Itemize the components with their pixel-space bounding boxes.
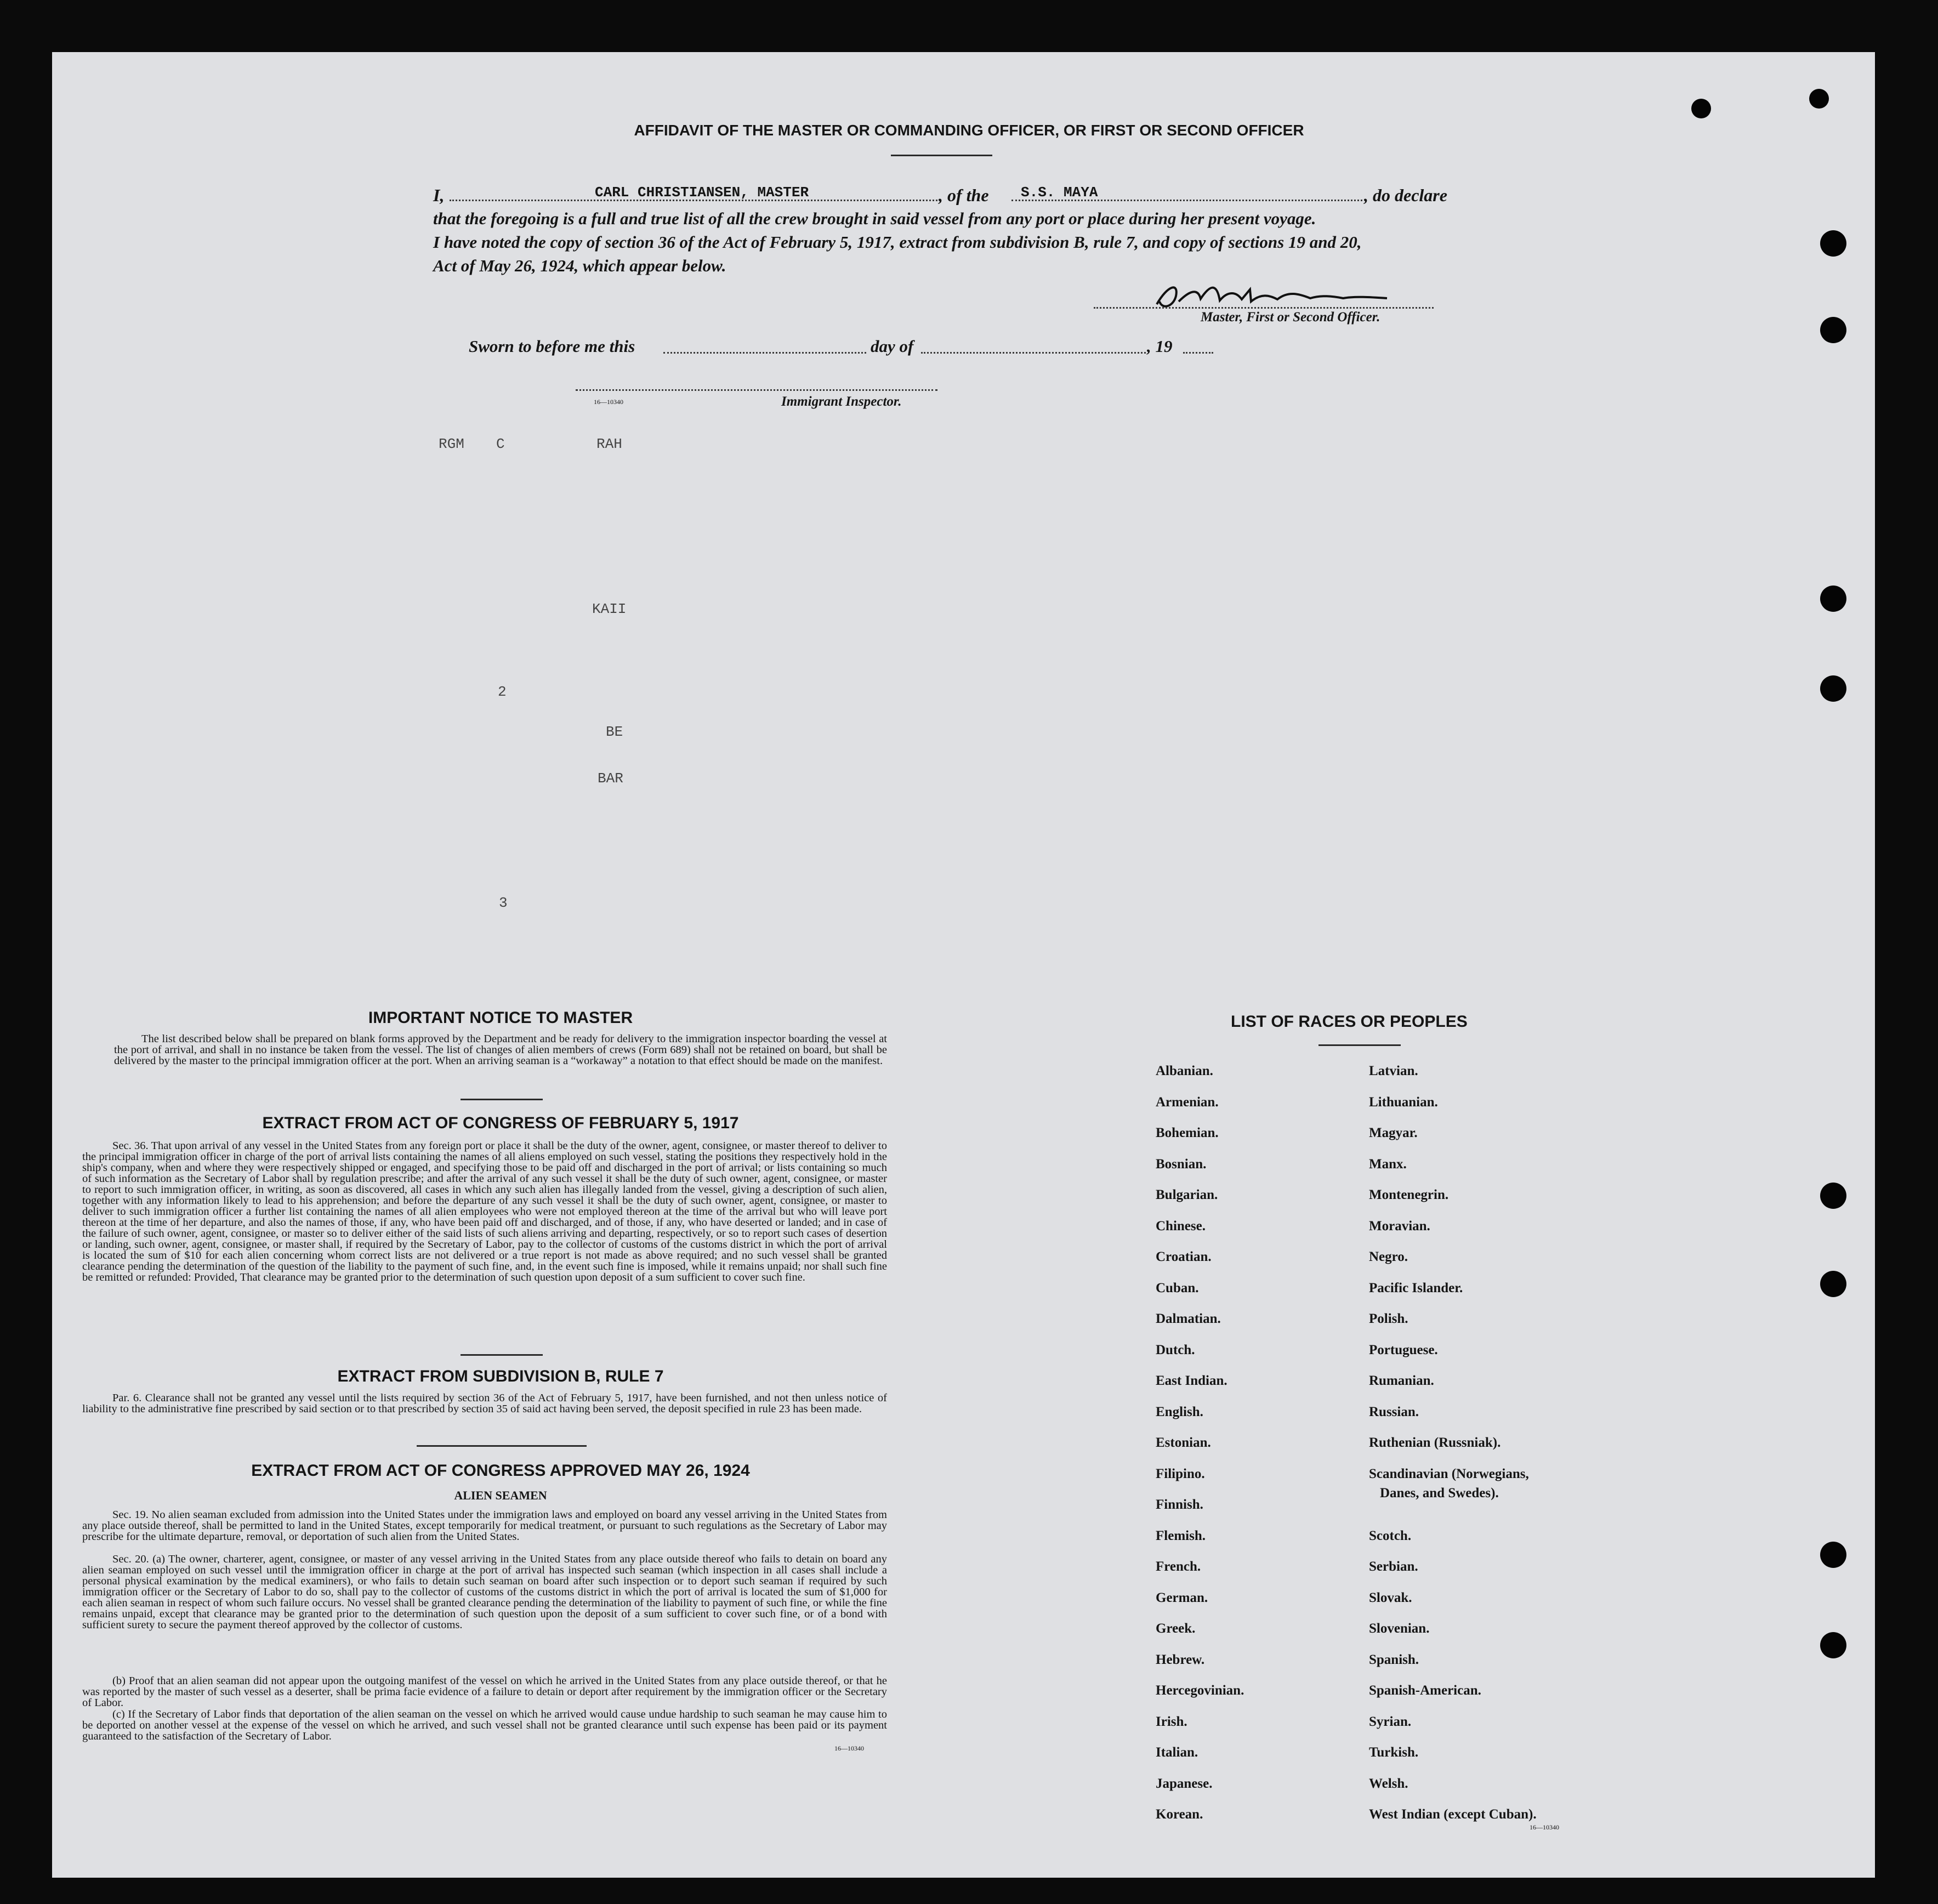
race-item: Bohemian. xyxy=(1156,1126,1219,1140)
binder-hole xyxy=(1691,99,1711,118)
year-label: , 19 xyxy=(1147,337,1173,356)
notice-title: IMPORTANT NOTICE TO MASTER xyxy=(368,1009,633,1027)
race-item: Serbian. xyxy=(1369,1559,1418,1574)
race-item: Flemish. xyxy=(1156,1528,1206,1543)
extract-1917-text: Sec. 36. That upon arrival of any vessel in the United States from any foreign port or place it shall be the duty of the owner, agent, consignee, or master thereof to deliver to the principal immigration officer in charge of the port of arrival lists containing the names of all aliens employed on such vessel, stating the positions they respectively hold in the ship's company, when and where they were respectively shipped or engaged, and specifying those to be paid off and discharged in the port of arrival; or lists containing so much of such information as the Secretary of Labor shall by regulation prescribe; and after the arrival of any such vessel it shall be the duty of such owner, agent, consignee, or master to report to such immigration officer, in writing, as soon as discovered, all cases in which any such alien has illegally landed from the vessel, giving a description of such alien, together with any information likely to lead to his apprehension; and before the departure of any such vessel it shall be the duty of such owner, agent, consignee, or master to deliver to such immigration officer a further list containing the names of all alien employees who were not employed thereon at the time of the arrival but who will leave port thereon at the time of her departure, and also the names of those, if any, who have been paid off and discharged, and of those, if any, who have deserted or landed; and in case of the failure of such owner, agent, consignee, or master so to deliver either of the said lists of such aliens arriving and departing, respectively, or so to report such cases of desertion or landing, such owner, agent, consignee, or master shall, if required by the Secretary of Labor, pay to the collector of customs of the customs district in which the port of arrival is located the sum of $10 for each alien concerning whom correct lists are not delivered or a true report is not made as above required; and no such vessel shall be granted clearance pending the determination of the question of the liability to the payment of such fine, and, in the event such fine is imposed, while it remains unpaid; nor shall such fine be remitted or refunded: Provided, That clearance may be granted prior to the determination of such question upon deposit of a sum sufficient to cover such fine. xyxy=(82,1140,887,1283)
race-item: Syrian. xyxy=(1369,1714,1412,1729)
race-item: Hebrew. xyxy=(1156,1652,1205,1667)
notice-divider xyxy=(461,1099,543,1100)
bleed-mark: C xyxy=(496,436,505,452)
race-item: Dalmatian. xyxy=(1156,1311,1221,1326)
bleed-mark: BE xyxy=(606,724,623,740)
races-form-number: 16—10340 xyxy=(1530,1823,1559,1831)
race-item: German. xyxy=(1156,1590,1208,1605)
inspector-label: Immigrant Inspector. xyxy=(781,394,902,409)
sworn-date-line xyxy=(663,352,866,354)
race-item: Moravian. xyxy=(1369,1218,1430,1234)
race-item: Magyar. xyxy=(1369,1126,1418,1140)
race-item: Hercegovinian. xyxy=(1156,1683,1244,1698)
races-divider xyxy=(1318,1044,1401,1046)
bleed-mark: 3 xyxy=(499,895,508,911)
race-item: Russian. xyxy=(1369,1404,1419,1419)
race-item: Italian. xyxy=(1156,1745,1198,1760)
race-item: Filipino. xyxy=(1156,1466,1205,1481)
rule7-title: EXTRACT FROM SUBDIVISION B, RULE 7 xyxy=(337,1367,664,1385)
race-item: Japanese. xyxy=(1156,1776,1213,1791)
races-title: LIST OF RACES OR PEOPLES xyxy=(1231,1013,1468,1031)
binder-hole xyxy=(1820,1271,1846,1297)
inspector-signature-line xyxy=(576,389,937,391)
race-item: Croatian. xyxy=(1156,1249,1212,1264)
extract-1924-form-number: 16—10340 xyxy=(834,1744,864,1752)
race-item: Spanish-American. xyxy=(1369,1683,1481,1698)
race-item: Cuban. xyxy=(1156,1280,1199,1295)
affidavit-title: AFFIDAVIT OF THE MASTER OR COMMANDING OFFICER, OR FIRST OR SECOND OFFICER xyxy=(634,122,1304,139)
extract-1917-divider xyxy=(461,1354,543,1356)
race-item: Rumanian. xyxy=(1369,1373,1434,1388)
race-item: Negro. xyxy=(1369,1249,1408,1264)
signature-line xyxy=(1094,307,1434,309)
race-item: Armenian. xyxy=(1156,1094,1219,1110)
rule7-text: Par. 6. Clearance shall not be granted any vessel until the lists required by section 36 of the Act of February 5, 1917, have been furnished, and not then unless notice of liability to the administrative fine prescribed by said section or to that prescribed by section 35 of said act having been served, the deposit specified in rule 23 has been made. xyxy=(82,1392,887,1415)
race-item: Irish. xyxy=(1156,1714,1187,1729)
race-item: Montenegrin. xyxy=(1369,1187,1449,1202)
bleed-mark: 2 xyxy=(498,684,507,700)
affidavit-line-2: that the foregoing is a full and true list of all the crew brought in said vessel from any port or place during her present voyage. xyxy=(433,209,1316,228)
race-item: Latvian. xyxy=(1369,1064,1418,1078)
inspector-form-number: 16—10340 xyxy=(594,398,623,406)
race-item: Scandinavian (Norwegians, xyxy=(1369,1466,1529,1481)
affidavit-i-label: I, xyxy=(433,185,445,205)
sworn-year-line xyxy=(1183,352,1213,354)
binder-hole xyxy=(1820,1632,1846,1658)
race-item: Albanian. xyxy=(1156,1064,1213,1078)
extract-1924-sec19: Sec. 19. No alien seaman excluded from admission into the United States under the immigration laws and employed on board any vessel arriving in the United States from any place outside thereof, shall be permitted to land in the United States, except temporarily for medical treatment, or pursuant to such regulations as the Secretary of Labor may prescribe for the ultimate departure, removal, or deportation of such alien from the United States. xyxy=(82,1509,887,1543)
race-item: French. xyxy=(1156,1559,1201,1574)
title-underline xyxy=(891,155,992,156)
of-the-label: , of the xyxy=(939,185,989,205)
binder-hole xyxy=(1820,586,1846,612)
binder-hole xyxy=(1820,1183,1846,1209)
race-item: Turkish. xyxy=(1369,1745,1419,1760)
race-item: Lithuanian. xyxy=(1369,1094,1438,1110)
race-item: West Indian (except Cuban). xyxy=(1369,1807,1537,1822)
notice-text: The list described below shall be prepared on blank forms approved by the Department and be ready for delivery to the immigration inspector boarding the vessel at the port of arrival, and shall in no instance be taken from the vessel. The list of changes of alien members of crews (Form 689) shall not be retained on board, but shall be delivered by the master to the principal immigration officer at the port. When an arriving seaman is a “workaway” a notation to that effect should be made on the manifest. xyxy=(114,1033,887,1067)
race-item: Spanish. xyxy=(1369,1652,1419,1667)
race-item: Polish. xyxy=(1369,1311,1408,1326)
affidavit-line-4: Act of May 26, 1924, which appear below. xyxy=(433,256,726,275)
binder-hole xyxy=(1820,675,1846,702)
alien-seamen-subtitle: ALIEN SEAMEN xyxy=(454,1488,547,1502)
master-name: CARL CHRISTIANSEN, MASTER xyxy=(595,184,809,201)
race-item: Pacific Islander. xyxy=(1369,1280,1463,1295)
bleed-mark: RGM xyxy=(439,436,464,452)
race-item: Welsh. xyxy=(1369,1776,1408,1791)
race-item: Ruthenian (Russniak). xyxy=(1369,1435,1501,1450)
binder-hole xyxy=(1820,230,1846,257)
extract-1924-sec20c: (c) If the Secretary of Labor finds that deportation of the alien seaman on the vessel on which he arrived would cause undue hardship to such seaman he may cause him to be deported on another vessel at the expense of the vessel on which he arrived, and such vessel shall not be granted clearance until such expense has been paid or its payment guaranteed to the satisfaction of the Secretary of Labor. xyxy=(82,1708,887,1742)
sworn-month-line xyxy=(921,352,1146,354)
day-of-label: day of xyxy=(871,337,914,356)
binder-hole xyxy=(1820,317,1846,343)
do-declare-label: , do declare xyxy=(1364,185,1447,205)
bleed-mark: RAH xyxy=(596,436,622,452)
race-item: Korean. xyxy=(1156,1807,1203,1822)
extract-1924-sec20b: (b) Proof that an alien seaman did not appear upon the outgoing manifest of the vessel on which he arrived in the United States from any place outside thereof, or that he was reported by the master of such vessel as a deserter, shall be prima facie evidence of a failure to detain or deport after requirement by the immigration officer or the Secretary of Labor. xyxy=(82,1675,887,1709)
signature-caption: Master, First or Second Officer. xyxy=(1201,310,1380,325)
bleed-mark: KAII xyxy=(592,601,627,617)
race-item: East Indian. xyxy=(1156,1373,1227,1388)
vessel-name: S.S. MAYA xyxy=(1021,184,1098,201)
extract-1924-title: EXTRACT FROM ACT OF CONGRESS APPROVED MAY 26, 1924 xyxy=(251,1462,750,1480)
sworn-label: Sworn to before me this xyxy=(469,337,635,356)
race-item: English. xyxy=(1156,1404,1203,1419)
rule7-divider xyxy=(417,1445,587,1447)
race-item: Estonian. xyxy=(1156,1435,1211,1450)
race-item: Slovenian. xyxy=(1369,1621,1430,1636)
binder-hole xyxy=(1809,89,1829,109)
affidavit-line-3: I have noted the copy of section 36 of the Act of February 5, 1917, extract from subdivision B, rule 7, and copy of sections 19 and 20, xyxy=(433,232,1362,252)
extract-1924-sec20a: Sec. 20. (a) The owner, charterer, agent, consignee, or master of any vessel arriving in the United States from any place outside thereof who fails to detain on board any alien seaman employed on such vessel until the immigration officer in charge at the port of arrival has inspected such seaman (which inspection in all cases shall include a personal physical examination by the medical examiners), or who fails to detain such seaman on board after such inspection or to deport such seaman if required by such immigration officer or the Secretary of Labor to do so, shall pay to the collector of customs of the customs district in which the port of arrival is located the sum of $1,000 for each alien seaman in respect of whom such failure occurs. No vessel shall be granted clearance pending the determination of the liability to payment of such fine, or while the fine remains unpaid, except that clearance may be granted prior to the determination of such question upon the deposit of a sum sufficient to cover such fine, or of a bond with sufficient surety to secure the payment thereof approved by the collector of customs. xyxy=(82,1553,887,1631)
race-item: Finnish. xyxy=(1156,1497,1203,1512)
race-item: Danes, and Swedes). xyxy=(1380,1486,1499,1501)
race-item: Bosnian. xyxy=(1156,1156,1207,1172)
race-item: Greek. xyxy=(1156,1621,1196,1636)
race-item: Dutch. xyxy=(1156,1342,1195,1357)
race-item: Bulgarian. xyxy=(1156,1187,1218,1202)
extract-1917-title: EXTRACT FROM ACT OF CONGRESS OF FEBRUARY 5, 1917 xyxy=(262,1114,739,1132)
race-item: Chinese. xyxy=(1156,1218,1206,1234)
race-item: Scotch. xyxy=(1369,1528,1412,1543)
race-item: Slovak. xyxy=(1369,1590,1412,1605)
race-item: Manx. xyxy=(1369,1156,1407,1172)
binder-hole xyxy=(1820,1542,1846,1568)
bleed-mark: BAR xyxy=(598,770,623,787)
race-item: Portuguese. xyxy=(1369,1342,1438,1357)
